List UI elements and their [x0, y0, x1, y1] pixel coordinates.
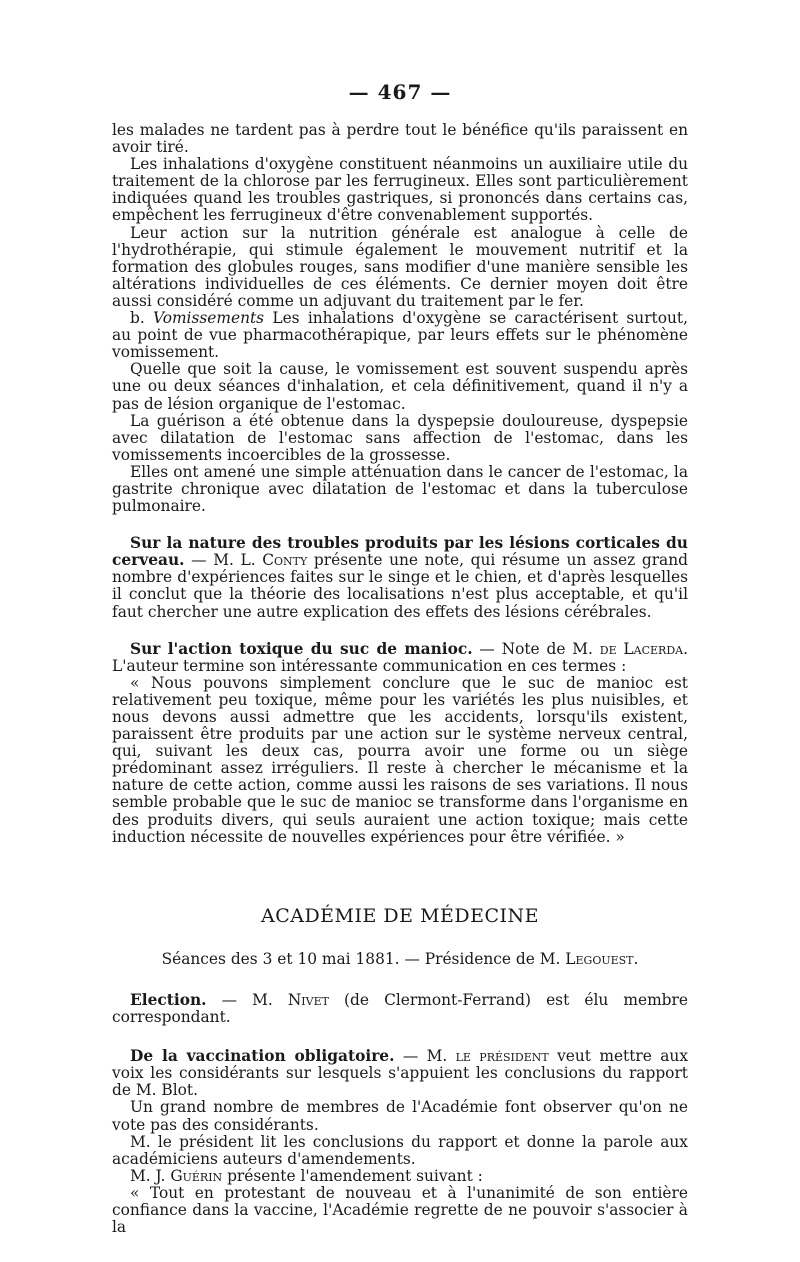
- author-name: Nivet: [287, 990, 329, 1009]
- paragraph-text: veut mettre aux voix les considérants sur lesquels s'appuient les conclusions du rapport de M. Blot.: [112, 1047, 689, 1100]
- run-in-title: Sur la nature des troubles produits par les lésions corticales du cerveau.: [112, 534, 688, 570]
- author-name: Conty: [262, 551, 308, 570]
- paragraph-nutrition: Leur action sur la nutrition générale est analogue à celle de l'hydrothérapie, qui stimule également le mouvement nutritif et la formation des globules rouges, sans modifier d'une manière sensible les altérations individuelles de ces éléments. Ce dernier moyen doit être aussi considéré comme un adjuvant du traitement par le fer.: [112, 223, 688, 310]
- text-column: [112, 122, 688, 1236]
- section-heading: ACADÉMIE DE MÉDECINE: [260, 904, 540, 927]
- paragraph-text: . L'auteur termine son intéressante communication en ces termes :: [112, 639, 688, 675]
- paragraph-amendement: [112, 1168, 688, 1185]
- paragraph-continuation: les malades ne tardent pas à perdre tout le bénéfice qu'ils paraissent en avoir tiré.: [112, 121, 688, 157]
- paragraph-manioc: [112, 641, 688, 675]
- paragraph-text: — M.: [206, 990, 288, 1009]
- session-line: [112, 951, 688, 968]
- paragraph-text: Les inhalations d'oxygène se caractérisent surtout, au point de vue pharmacothérapique, par leurs effets sur le phénomène vomissement.: [112, 309, 688, 362]
- page-number: — 467 —: [348, 80, 452, 104]
- president-name: Legouest: [565, 949, 634, 968]
- paragraph-text: présente une note, qui résume un assez grand nombre d'expériences faites sur le singe et le chien, et d'après lesquelles il conclut que la théorie des localisations n'est plus acceptable, et qu'il faut chercher une autre explication des effets des lésions cérébrales.: [112, 551, 688, 621]
- paragraph-text: — Note de M.: [472, 639, 600, 658]
- author-name: de Lacerda: [599, 639, 684, 658]
- session-text: Séances des 3 et 10 mai 1881. — Présidence de M.: [161, 949, 566, 968]
- paragraph-guerison: La guérison a été obtenue dans la dyspepsie douloureuse, dyspepsie avec dilatation de l'estomac sans affection de l'estomac, dans les vomissements incoercibles de la grossesse.: [112, 411, 688, 464]
- list-marker: b.: [130, 309, 153, 328]
- paragraph-cortical-lesions: [112, 535, 688, 620]
- paragraph-vomiting-cause: Quelle que soit la cause, le vomissement est souvent suspendu après une ou deux séances d'inhalation, et cela définitivement, quand il n'y a pas de lésion organique de l'estomac.: [112, 360, 688, 413]
- paragraph-election: [112, 992, 688, 1026]
- run-in-title: Sur l'action toxique du suc de manioc.: [130, 639, 473, 658]
- run-in-title: De la vaccination obligatoire.: [130, 1047, 395, 1066]
- run-in-title: Election.: [130, 990, 207, 1009]
- paragraph-vomissements: [112, 310, 688, 361]
- paragraph-text: — M. L.: [184, 551, 263, 570]
- paragraph-amendement-quote: « Tout en protestant de nouveau et à l'unanimité de son entière confiance dans la vaccine, l'Académie regrette de ne pouvoir s'associer à la: [112, 1183, 688, 1237]
- author-name: Guérin: [170, 1166, 223, 1185]
- paragraph-attenuation: Elles ont amené une simple atténuation dans le cancer de l'estomac, la gastrite chronique avec dilatation de l'estomac et dans la tuberculose pulmonaire.: [112, 462, 688, 516]
- paragraph-text: M. J.: [130, 1166, 171, 1185]
- paragraph-oxygen-chlorosis: Les inhalations d'oxygène constituent néanmoins un auxiliaire utile du traitement de la chlorose par les ferrugineux. Elles sont particulièrement indiquées quand les troubles gastriques, si prononcés dans certains cas, empêchent les ferrugineux d'être convenablement supportés.: [112, 155, 688, 225]
- paragraph-text: — M.: [394, 1047, 456, 1066]
- paragraph-text: (de Clermont-Ferrand) est élu membre correspondant.: [112, 990, 688, 1027]
- paragraph-conclusions: M. le président lit les conclusions du rapport et donne la parole aux académiciens auteurs d'amendements.: [112, 1132, 688, 1168]
- author-name: le président: [455, 1047, 549, 1066]
- paragraph-text: présente l'amendement suivant :: [222, 1166, 483, 1185]
- paragraph-vaccination: [112, 1048, 688, 1099]
- session-text: .: [633, 949, 639, 968]
- paragraph-considerants: Un grand nombre de membres de l'Académie font observer qu'on ne vote pas des considérants.: [112, 1098, 688, 1134]
- subsection-title: Vomissements: [153, 309, 265, 328]
- paragraph-quotation: « Nous pouvons simplement conclure que le suc de manioc est relativement peu toxique, même pour les variétés les plus nuisibles, et nous devons aussi admettre que les accidents, lorsqu'ils existent, paraissent être produits par une action sur le système nerveux central, qui, suivant les deux cas, pourra avoir une forme ou un siège prédominant assez irréguliers. Il reste à chercher le mécanisme et la nature de cette action, comme aussi les raisons de ses variations. Il nous semble probable que le suc de manioc se transforme dans l'organisme en des produits divers, qui seuls auraient une action toxique; mais cette induction nécessite de nouvelles expériences pour être vérifiée. »: [112, 673, 688, 846]
